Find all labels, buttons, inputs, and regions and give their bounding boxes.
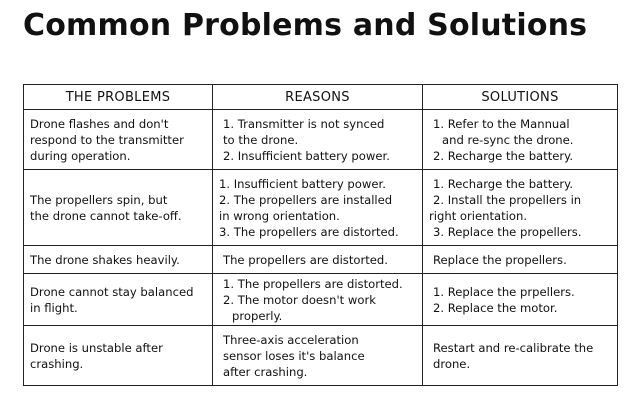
reason-line: 2. Insufficient battery power. — [223, 148, 390, 163]
reasons-cell — [213, 274, 423, 326]
page-title: Common Problems and Solutions — [23, 8, 588, 43]
solutions-cell — [423, 170, 618, 246]
header-solutions: SOLUTIONS — [423, 85, 618, 110]
solution-line: 2. Recharge the battery. — [433, 148, 574, 163]
table-header-row — [24, 85, 618, 110]
solution-line: 1. Recharge the battery. — [433, 176, 574, 191]
solution-line: and re-sync the drone. — [442, 132, 574, 147]
reason-line: to the drone. — [223, 132, 299, 147]
solution-line: drone. — [433, 356, 471, 371]
problem-cell — [24, 246, 213, 274]
problem-line: in flight. — [30, 300, 78, 315]
solution-line: 1. Replace the prpellers. — [433, 284, 575, 299]
solutions-cell — [423, 110, 618, 170]
solution-line: Restart and re-calibrate the — [433, 340, 594, 355]
reason-line: 2. The propellers are installed — [219, 192, 393, 207]
problem-cell — [24, 110, 213, 170]
reason-line: sensor loses it's balance — [223, 348, 365, 363]
reason-line: 1. Insufficient battery power. — [219, 176, 386, 191]
problem-line: respond to the transmitter — [30, 132, 184, 147]
reason-line: 1. The propellers are distorted. — [223, 276, 403, 291]
reasons-cell — [213, 246, 423, 274]
reason-line: properly. — [232, 308, 283, 323]
problem-line: crashing. — [30, 356, 84, 371]
problem-cell — [24, 170, 213, 246]
solutions-cell — [423, 326, 618, 386]
solution-line: 2. Install the propellers in — [433, 192, 582, 207]
reason-line: 1. Transmitter is not synced — [223, 116, 385, 131]
reasons-cell — [213, 326, 423, 386]
solutions-cell — [423, 274, 618, 326]
header-reasons: REASONS — [213, 85, 423, 110]
reason-line: Three-axis acceleration — [223, 332, 359, 347]
reason-line: 3. The propellers are distorted. — [219, 224, 399, 239]
solution-line: 3. Replace the propellers. — [433, 224, 582, 239]
solution-line: 1. Refer to the Mannual — [433, 116, 570, 131]
table-row — [24, 110, 618, 170]
problem-line: Drone flashes and don't — [30, 116, 169, 131]
table-row — [24, 246, 618, 274]
reason-line: after crashing. — [223, 364, 308, 379]
reason-line: 2. The motor doesn't work — [223, 292, 376, 307]
header-problems: THE PROBLEMS — [24, 85, 213, 110]
reasons-cell — [213, 110, 423, 170]
table-row — [24, 274, 618, 326]
reason-line: The propellers are distorted. — [223, 252, 388, 267]
problem-cell — [24, 326, 213, 386]
problem-line: Drone cannot stay balanced — [30, 284, 194, 299]
solutions-cell — [423, 246, 618, 274]
solution-line: right orientation. — [429, 208, 528, 223]
solution-line: 2. Replace the motor. — [433, 300, 558, 315]
problem-cell — [24, 274, 213, 326]
problem-line: The propellers spin, but — [30, 192, 168, 207]
table-row — [24, 170, 618, 246]
problem-line: Drone is unstable after — [30, 340, 163, 355]
reason-line: in wrong orientation. — [219, 208, 340, 223]
table-row — [24, 326, 618, 386]
problem-line: during operation. — [30, 148, 131, 163]
problem-line: The drone shakes heavily. — [30, 252, 180, 267]
problem-line: the drone cannot take-off. — [30, 208, 182, 223]
reasons-cell — [213, 170, 423, 246]
solution-line: Replace the propellers. — [433, 252, 567, 267]
problems-solutions-table — [23, 84, 618, 386]
